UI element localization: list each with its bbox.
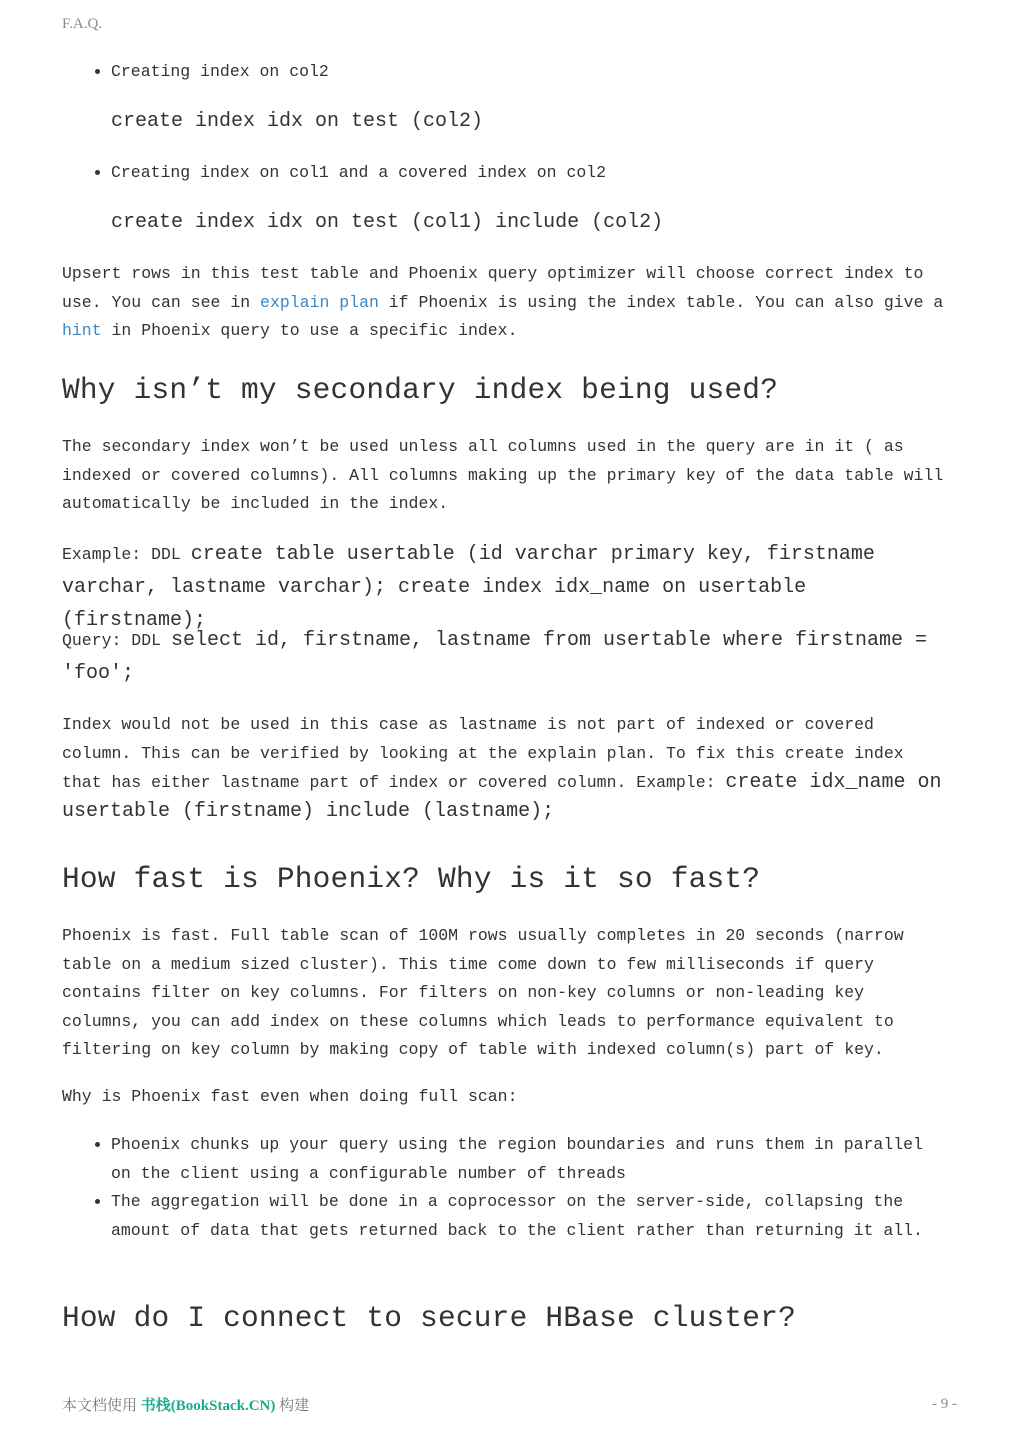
code-example: create index idx on test (col1) include (col2) xyxy=(111,211,664,234)
footer-credit xyxy=(62,1394,309,1415)
performance-paragraph: Phoenix is fast. Full table scan of 100M rows usually completes in 20 seconds (narrow table on a medium sized cluster). This time come down to few milliseconds if query contains filter on key columns. For filters on non-key columns or non-leading key columns, you can add index on these columns which leads to performance equivalent to filtering on key column by making copy of table with indexed column(s) part of key. xyxy=(62,926,904,1059)
index-examples-list xyxy=(62,58,329,87)
section-heading-secure-hbase: How do I connect to secure HBase cluster? xyxy=(62,1301,797,1335)
index-examples-list-2 xyxy=(62,159,606,188)
hint-link[interactable]: hint xyxy=(62,321,102,340)
paragraph-text: Upsert rows in this test table and Phoenix query optimizer will choose correct index to use. You can see in xyxy=(62,264,924,312)
upsert-paragraph xyxy=(62,260,952,346)
query-code: select id, firstname, lastname from usertable where firstname = 'foo'; xyxy=(62,629,928,685)
footer-suffix: 构建 xyxy=(279,1398,310,1414)
secondary-index-paragraph: The secondary index won’t be used unless all columns used in the query are in it ( as indexed or covered columns). All columns making up the primary key of the data table will automatically be included in the index. xyxy=(62,437,944,513)
bookstack-link[interactable]: 书栈(BookStack.CN) xyxy=(140,1398,276,1414)
explain-plan-link[interactable]: explain plan xyxy=(260,292,379,312)
section-heading-performance: How fast is Phoenix? Why is it so fast? xyxy=(62,862,761,896)
list-item: • Creating index on col2 xyxy=(111,58,329,87)
full-scan-intro: Why is Phoenix fast even when doing full scan: xyxy=(62,1087,518,1106)
list-item: • Creating index on col1 and a covered index on col2 xyxy=(111,159,606,188)
query-label: Query: DDL xyxy=(62,631,162,650)
page-number: - 9 - xyxy=(932,1396,957,1412)
example-code: create table usertable (id varchar primary key, firstname varchar, lastname varchar); create index idx_name on usertable (firstname); xyxy=(62,543,875,632)
index-not-used-paragraph xyxy=(62,710,952,826)
footer-prefix: 本文档使用 xyxy=(62,1398,138,1414)
example-label: Example: DDL xyxy=(62,545,181,564)
paragraph-text: in Phoenix query to use a specific index. xyxy=(111,321,518,340)
code-example: create index idx on test (col2) xyxy=(111,110,484,133)
paragraph-text: if Phoenix is using the index table. You can also give a xyxy=(388,292,944,312)
fix-code: create idx_name on usertable (firstname) include (lastname); xyxy=(62,771,942,823)
full-scan-reasons-list xyxy=(62,1131,952,1245)
paragraph-text: Index would not be used in this case as lastname is not part of indexed or covered column. This can be verified by looking at the explain plan. To fix this create index that has either lastname part of index or covered column. Example: xyxy=(62,715,904,792)
section-heading-secondary-index: Why isn’t my secondary index being used? xyxy=(62,373,779,407)
running-header: F.A.Q. xyxy=(62,16,103,32)
query-ddl-paragraph xyxy=(62,624,952,690)
list-item: • The aggregation will be done in a coprocessor on the server-side, collapsing the amount of data that gets returned back to the client rather than returning it all. xyxy=(111,1188,952,1245)
example-ddl-paragraph xyxy=(62,538,957,637)
list-item: • Phoenix chunks up your query using the region boundaries and runs them in parallel on the client using a configurable number of threads xyxy=(111,1131,952,1188)
